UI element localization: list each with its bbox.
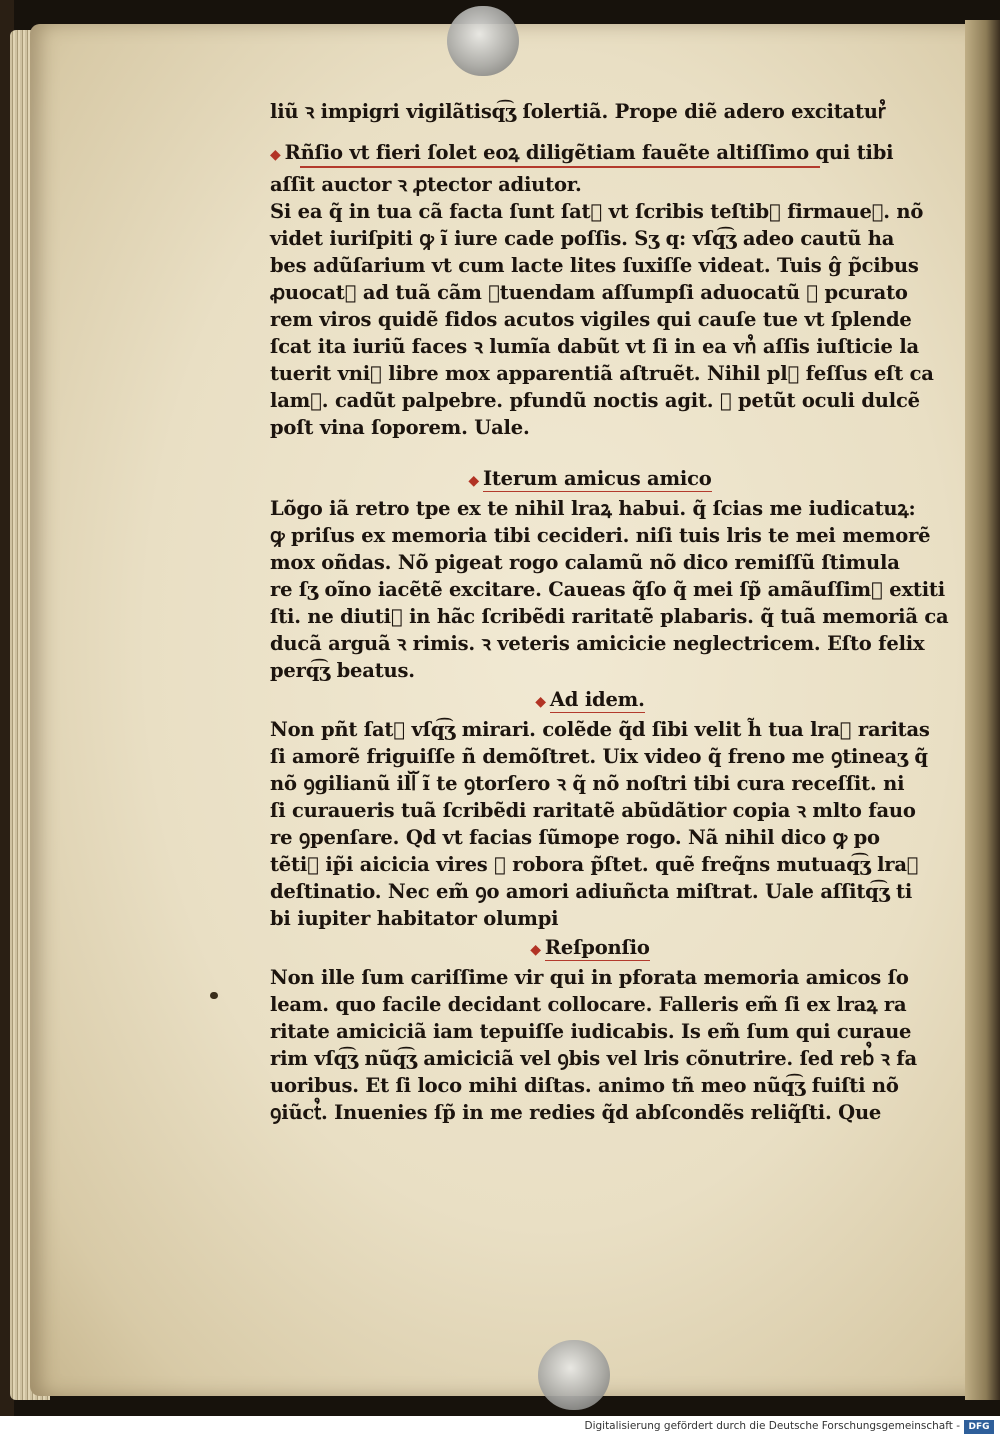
text-line: ◆ Rñſio vt fieri ſolet eoꝝ diligẽtiam fauẽte altiſſimo qui tibi	[270, 141, 894, 164]
text-line: Non ille ſum cariſſime vir qui in pforata memoria amicos ſo	[270, 965, 909, 989]
dfg-logo-icon: DFG	[964, 1420, 994, 1434]
text-line: poſt vina ſoporem. Uale.	[270, 415, 530, 439]
section-responsio-1	[270, 139, 934, 441]
page-text	[270, 98, 949, 1126]
ink-stain	[210, 992, 218, 999]
text-line: ꝙ priſus ex memoria tibi cecideri. niſi tuis lris te mei memorẽ	[270, 523, 931, 547]
text-line: ſcat ita iuriũ faces ꝛ lumĩa dabũt vt ſi in ea vn᷒ aſſis iuſticie la	[270, 334, 919, 358]
section-iterum	[270, 495, 949, 684]
glass-clip-top	[447, 6, 519, 76]
text-line: aſſit auctor ꝛ ꝓtector adiutor.	[270, 172, 582, 196]
section-heading: ◆ Ad idem.	[535, 687, 645, 711]
text-line: re ſʒ oĩno iacẽtẽ excitare. Caueas q̃ſo q̃ mei ſp̃ amãuſſim᷒ extiti	[270, 577, 945, 601]
text-line: bi iupiter habitator olumpi	[270, 906, 559, 930]
text-line: bes adũſarium vt cum lacte lites ſuxiſſe videat. Tuis ĝ p̃cibus	[270, 253, 919, 277]
paragraph-mark-icon: ◆	[535, 693, 546, 710]
text-line: videt iuriſpiti ꝙ ĩ iure cade poſſis. Sʒ q: vſq͡ʒ adeo cautũ ha	[270, 226, 895, 250]
funding-notice: Digitalisierung gefördert durch die Deutsche Forschungsgemeinschaft -	[584, 1420, 960, 1432]
facing-page-edge	[965, 20, 1000, 1400]
text-line: perq͡ʒ beatus.	[270, 658, 415, 682]
text-line: ritate amiciciã iam tepuiſſe iudicabis. Is em̃ ſum qui curaue	[270, 1019, 912, 1043]
text-line: Si ea q̃ in tua cã facta ſunt ſat᷒ vt ſcribis teſtib᷒ firmaueꝝ. nõ	[270, 199, 924, 223]
text-line: uoribus. Et ſi loco mihi diſtas. animo tñ meo nũq͡ʒ fuiſti nõ	[270, 1073, 899, 1097]
text-line: rim vſq͡ʒ nũq͡ʒ amiciciã vel ꝯbis vel lris cõnutrire. ſed reb᷒ ꝛ fa	[270, 1046, 917, 1070]
section-heading: ◆ Reſponſio	[530, 935, 650, 959]
footer-bar	[0, 1416, 1000, 1438]
paragraph-mark-icon: ◆	[270, 147, 281, 163]
text-line: ſi curaueris tuã ſcribẽdi raritatẽ abũdãtior copia ꝛ mlto fauo	[270, 798, 916, 822]
text-line: lam᷒. cadũt palpebre. pfundũ noctis agit. ꝛ petũt oculi dulcẽ	[270, 388, 920, 412]
text-line: deſtinatio. Nec em̃ ꝯo amori adiuñcta miſtrat. Uale aſſitq͡ʒ ti	[270, 879, 913, 903]
text-line: Non pñt ſat᷒ vſq͡ʒ mirari. colẽde q̃d ſibi velit h̃ tua lraꝝ raritas	[270, 717, 930, 741]
section-responsio-2	[270, 964, 917, 1126]
text-line: tuerit vni᷒ libre mox apparentiã aſtruẽt. Nihil pl᷒ feſſus eſt ca	[270, 361, 934, 385]
text-line: ſi amorẽ friguiſſe ñ demõſtret. Uix video q̃ freno me ꝯtineaʒ q̃	[270, 744, 928, 768]
text-line: leam. quo facile decidant collocare. Falleris em̃ ſi ex lraꝝ ra	[270, 992, 907, 1016]
section-ad-idem	[270, 716, 930, 932]
text-line: ducã arguã ꝛ rimis. ꝛ veteris amicicie neglectricem. Eſto felix	[270, 631, 925, 655]
text-line: nõ ꝯgilianũ illᷓ ĩ te ꝯtorſero ꝛ q̃ nõ noſtri tibi cura receſſit. ni	[270, 771, 905, 795]
text-line: rem viros quidẽ fidos acutos vigiles qui cauſe tue vt ſplende	[270, 307, 912, 331]
glass-clip-bottom	[538, 1340, 610, 1410]
text-line: ſti. ne diuti᷒ in hãc ſcribẽdi raritatẽ plabaris. q̃ tuã memoriã ca	[270, 604, 949, 628]
text-line: re ꝯpenſare. Qd vt facias ſũmope rogo. Nã nihil dico ꝙ po	[270, 825, 880, 849]
text-line: Lõgo iã retro tpe ex te nihil lraꝝ habui. q̃ ſcias me iudicatuꝝ:	[270, 496, 916, 520]
text-line: mox oñdas. Nõ pigeat rogo calamũ nõ dico remiſſũ ſtimula	[270, 550, 900, 574]
paragraph-mark-icon: ◆	[468, 472, 479, 489]
text-line: ꝯiũct᷒. Inuenies ſp̃ in me redies q̃d abſcondẽs reliq̃ſti. Que	[270, 1100, 882, 1124]
paragraph-mark-icon: ◆	[530, 941, 541, 958]
text-line: tẽti᷒ ip̃i aicicia vires ꝛ robora p̃ſtet. quẽ freq̃ns mutuaq͡ʒ lraꝝ	[270, 852, 919, 876]
text-line: ꝓuocat᷒ ad tuã cãm ꝯtuendam aſſumpſi aduocatũ ꝛ pcurato	[270, 280, 908, 304]
section-heading: ◆ Iterum amicus amico	[468, 466, 712, 490]
top-line: liũ ꝛ impigri vigilãtisq͡ʒ ſolertiã. Prope diẽ adero excitatur᷒	[270, 100, 886, 123]
